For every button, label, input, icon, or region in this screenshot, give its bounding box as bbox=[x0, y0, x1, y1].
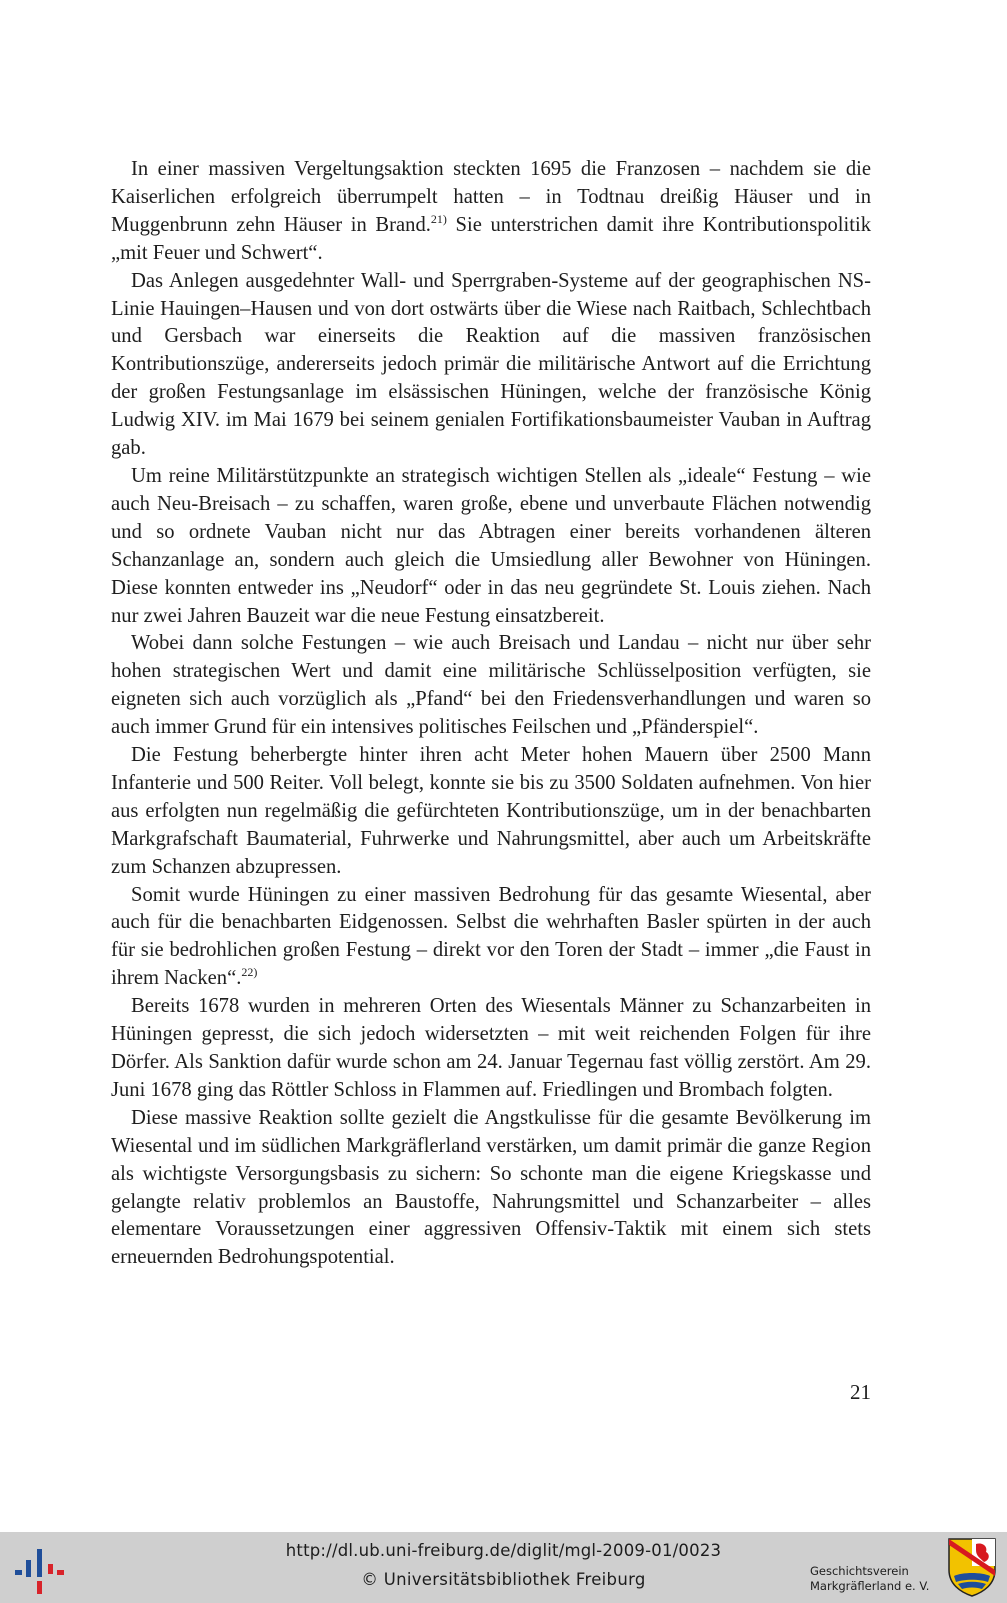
body-text bbox=[111, 156, 871, 1272]
footnote-marker-21: 21) bbox=[430, 211, 447, 226]
copyright-text: © Universitätsbibliothek Freiburg bbox=[361, 1570, 646, 1589]
page-number: 21 bbox=[850, 1380, 871, 1404]
coat-of-arms-icon bbox=[946, 1536, 998, 1598]
society-name bbox=[810, 1564, 929, 1594]
paragraph-3: Um reine Militärstützpunkte an strategisch wichtigen Stellen als „ideale“ Festung – wie auch Neu-Breisach – zu schaffen, waren große, ebene und unverbaute Flächen notwendig und so ordnete Vauban nicht nur das Abtragen einer bereits vorhandenen älteren Schanzanlage an, sondern auch gleich die Umsiedlung aller Bewohner von Hüningen. Diese konnten entweder ins „Neudorf“ oder in das neu gegründete St. Louis ziehen. Nach nur zwei Jahren Bauzeit war die neue Festung einsatzbereit. bbox=[111, 464, 871, 627]
paragraph-4: Wobei dann solche Festungen – wie auch Breisach und Landau – nicht nur über sehr hohen strategischen Wert und damit eine militärische Schlüsselposition verfügten, sie eigneten sich auch vorzüglich als „Pfand“ bei den Friedensverhandlungen und waren so auch immer Grund für ein intensives politisches Feilschen und „Pfänderspiel“. bbox=[111, 632, 871, 739]
paragraph-2: Das Anlegen ausgedehnter Wall- und Sperrgraben-Systeme auf der geographischen NS-Linie Hauingen–Hausen und von dort ostwärts über die Wiese nach Raitbach, Schlechtbach und Gersbach war einerseits die Reaktion auf die massiven französischen Kontributionszüge, andererseits jedoch primär die militärische Antwort auf die Errichtung der großen Festungsanlage im elsässischen Hüningen, welche der französische König Ludwig XIV. im Mai 1679 bei seinem genialen Fortifikationsbaumeister Vauban in Auftrag gab. bbox=[111, 269, 871, 460]
footer-bar bbox=[0, 1532, 1007, 1603]
paragraph-1: In einer massiven Vergeltungsaktion steckten 1695 die Franzosen – nachdem sie die Kaiserlichen erfolgreich überrumpelt hatten – in Todtnau dreißig Häuser und in Muggenbrunn zehn Häuser in Brand.$^{21)}$ Sie unterstrichen damit ihre Kontributionspolitik „mit Feuer und Schwert“. bbox=[111, 158, 871, 264]
paragraph-6: Somit wurde Hüningen zu einer massiven Bedrohung für das gesamte Wiesental, aber auch für die benachbarten Eidgenossen. Selbst die wehrhaften Basler spürten in der auch für sie bedrohlichen großen Festung – direkt vor den Toren der Stadt – immer „die Faust in ihrem Nacken“.$^{22)}$ bbox=[111, 883, 871, 990]
paragraph-7: Bereits 1678 wurden in mehreren Orten des Wiesentals Männer zu Schanzarbeiten in Hüningen gepresst, die sich jedoch widersetzten – mit weit reichenden Folgen für ihre Dörfer. Als Sanktion dafür wurde schon am 24. Januar Tegernau fast völlig zerstört. Am 29. Juni 1678 ging das Röttler Schloss in Flammen auf. Friedlingen und Brombach folgten. bbox=[111, 995, 871, 1101]
society-line-1: Geschichtsverein bbox=[810, 1564, 909, 1578]
society-line-2: Markgräflerland e. V. bbox=[810, 1579, 930, 1593]
source-url-link[interactable]: http://dl.ub.uni-freiburg.de/diglit/mgl-2009-01/0023 bbox=[285, 1541, 722, 1560]
footnote-marker-22: 22) bbox=[241, 965, 258, 980]
paragraph-5: Die Festung beherbergte hinter ihren acht Meter hohen Mauern über 2500 Mann Infanterie und 500 Reiter. Voll belegt, konnte sie bis zu 3500 Soldaten aufnehmen. Von hier aus erfolgten nun regelmäßig die gefürchteten Kontributionszüge, um in der benachbarten Markgrafschaft Baumaterial, Fuhrwerke und Nahrungsmittel, aber auch um Arbeitskräfte zum Schanzen abzupressen. bbox=[111, 744, 871, 878]
paragraph-8: Diese massive Reaktion sollte gezielt die Angstkulisse für die gesamte Bevölkerung im Wiesental und im südlichen Markgräflerland verstärken, um damit primär die ganze Region als wichtigste Versorgungsbasis zu sichern: So schonte man die eigene Kriegskasse und gelangte relativ problemlos an Baustoffe, Nahrungsmittel und Schanzarbeiter – alles elementare Voraussetzungen einer aggressiven Offensiv-Taktik mit einem sich stets erneuernden Bedrohungspotential. bbox=[111, 1106, 871, 1269]
